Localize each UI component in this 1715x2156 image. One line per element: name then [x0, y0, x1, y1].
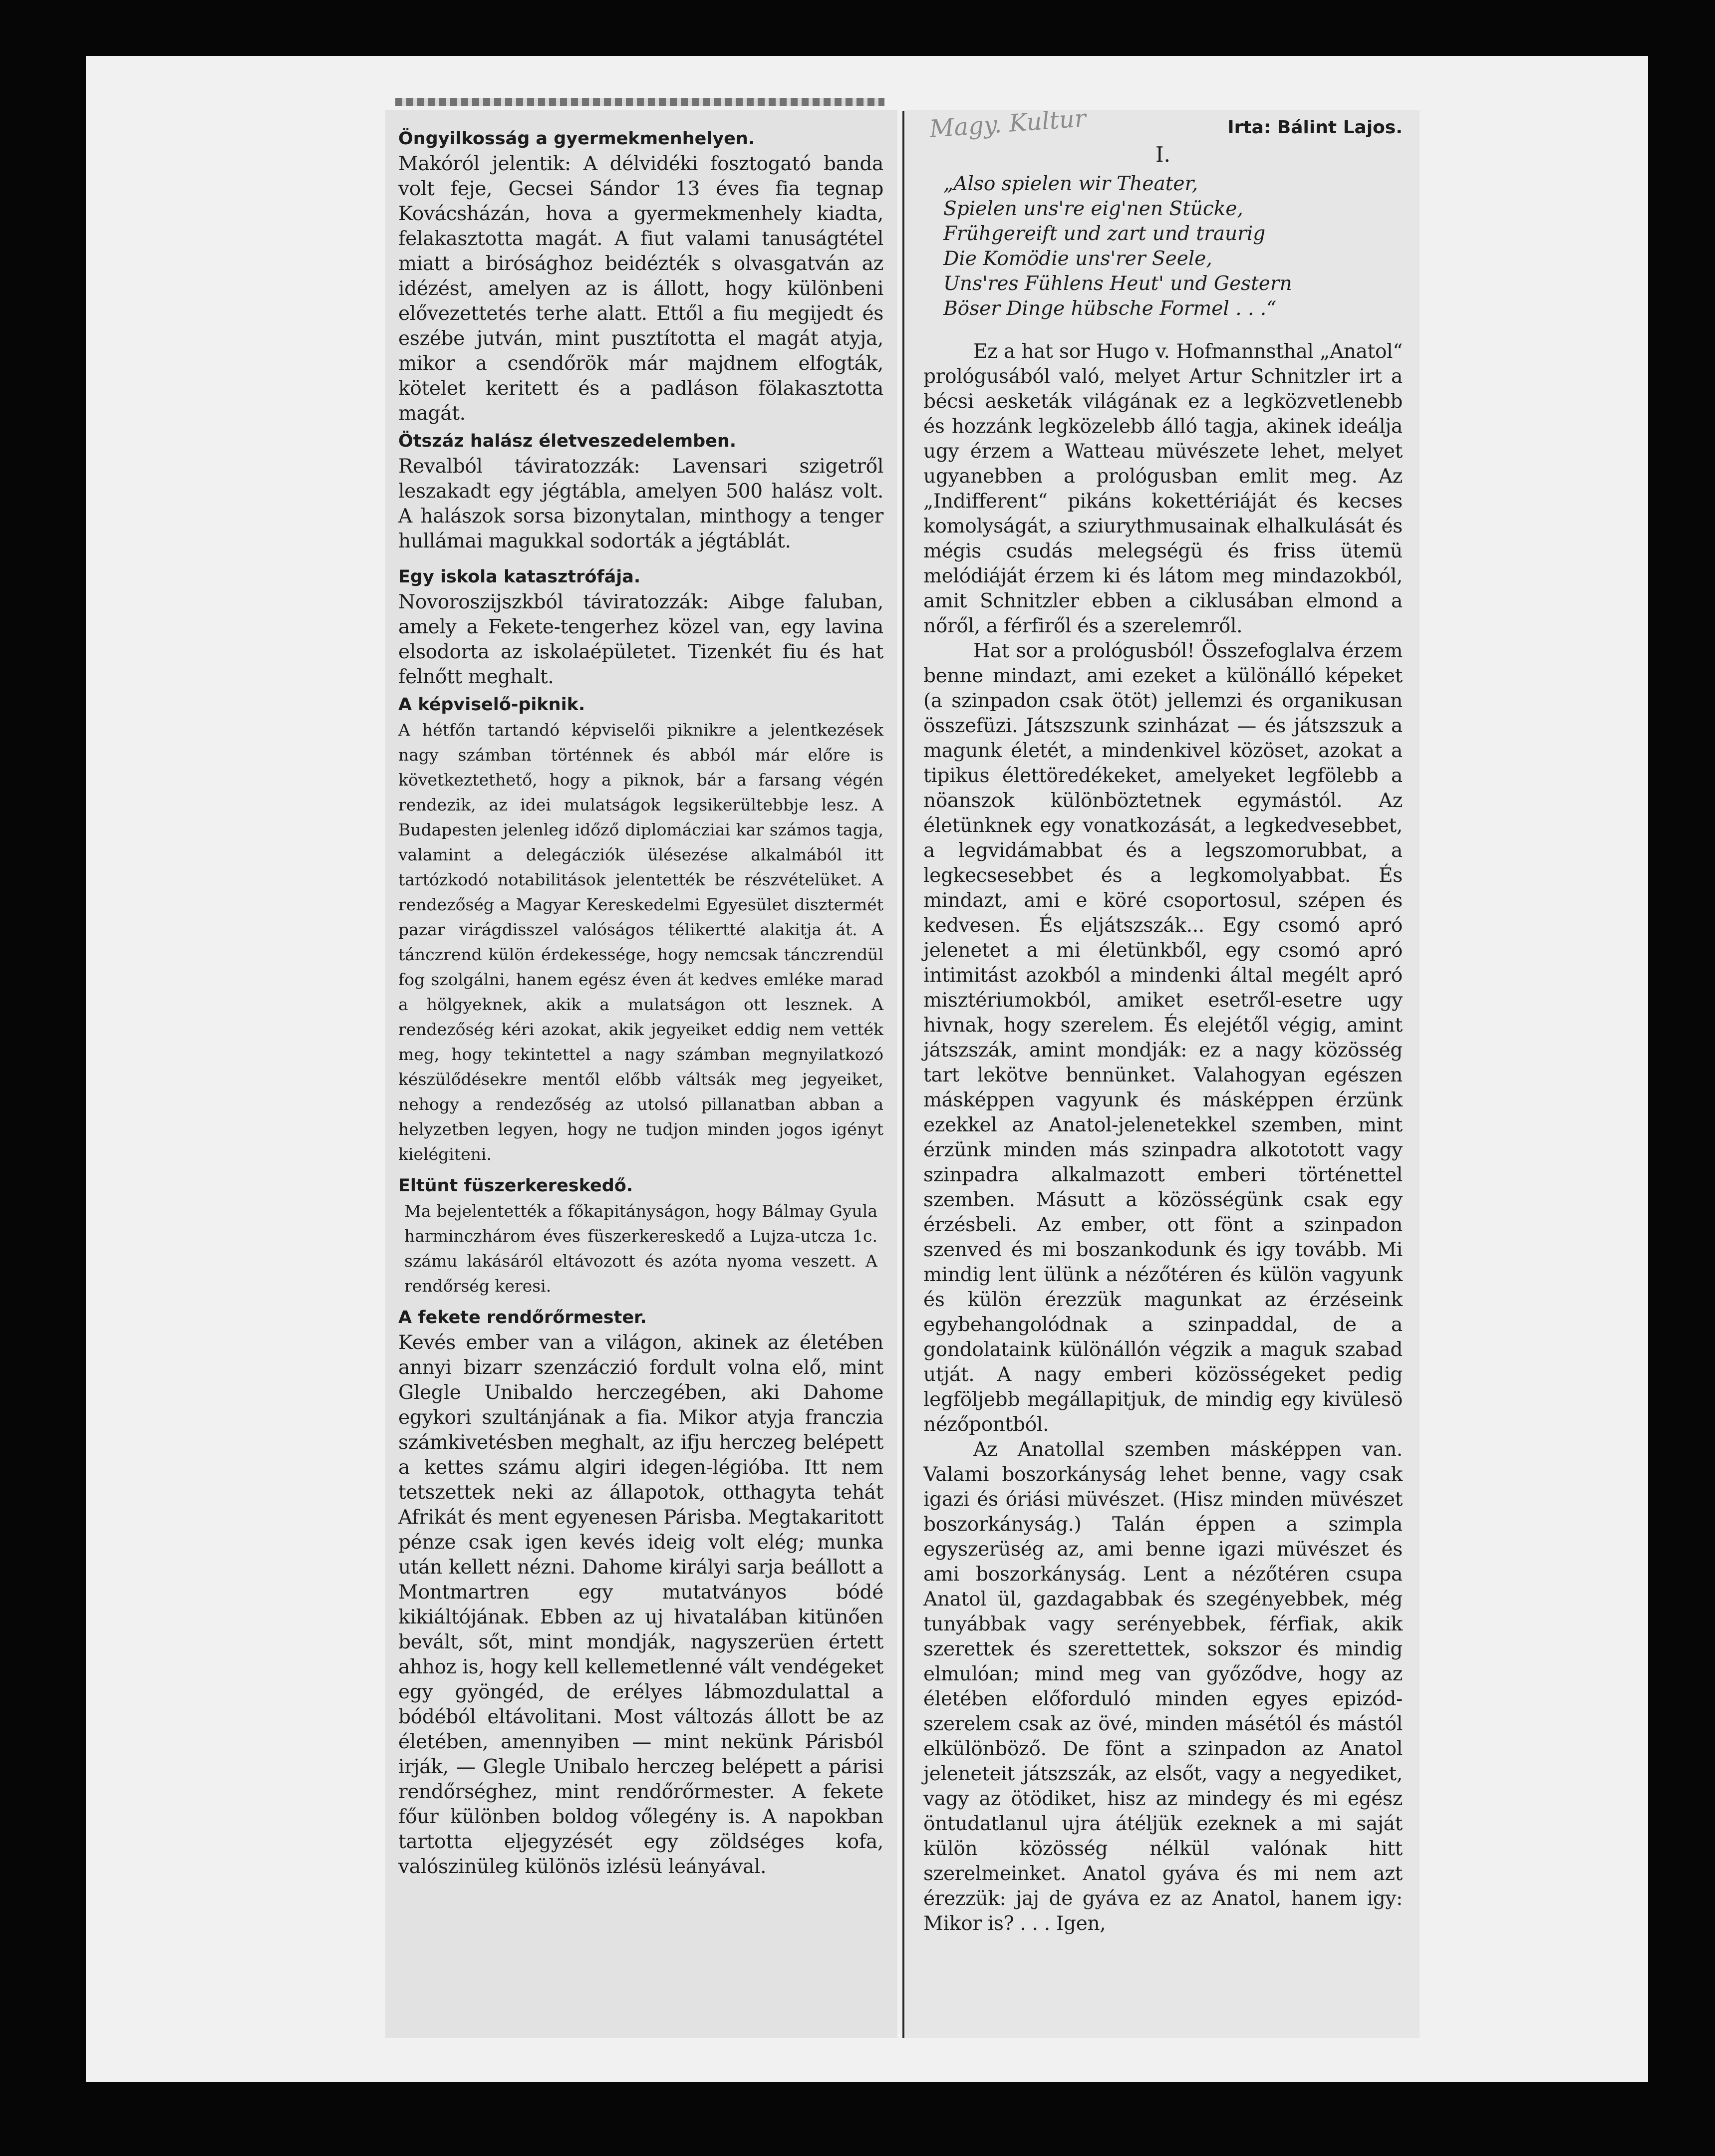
essay-paragraph: Ez a hat sor Hugo v. Hofmannsthal „Anatol“ prológusából való, melyet Artur Schnitzler irt a bécsi aesketák világának ez a legközvetlenebb és hozzánk legközelebb álló tagja, akinek ideálja ugy érzem a Watteau müvészete lehet, melyet ugyanebben a prológusban emlit meg. Az „Indifferent“ pikáns kokettériáját és kecses komolyságát, a sziurythmusainak elhalkulását és mégis csudás melegségü és friss ütemü melódiáját érzem ki és látom meg mindazokból, amit Schnitzler ebben a ciklusában elmond a nőről, a férfiről és a szerelemről. — [923, 340, 1403, 637]
article-body: Revalból táviratozzák: Lavensari szigetről leszakadt egy jégtábla, amelyen 500 halász volt. A halászok sorsa bizonytalan, minthogy a tenger hullámai magukkal sodorták a jégtáblát. — [398, 455, 883, 552]
article-body: Kevés ember van a világon, akinek az életében annyi bizarr szenzáczió fordult volna elő, mint Glegle Unibaldo herczegében, aki Dahome egykori szultánjának a fia. Mikor atyja franczia számkivetésben meghalt, az ifju herczeg belépett a kettes számu algiri idegen-légióba. Itt nem tetszettek neki az állapotok, otthagyta tehát Afrikát és ment egyenesen Párisba. Megtakaritott pénze csak igen kevés ideig volt elég; munka után kellett nézni. Dahome királyi sarja beállott a Montmartren egy mutatványos bódé kikiáltójának. Ebben az uj hivatalában kitünően bevált, sőt, mint mondják, nagyszerüen értett ahhoz is, hogy kell kellemetlenné vált vendégeket egy gyöngéd, de erélyes lábmozdulattal a bódéból eltávolitani. Most változás állott be az életében, amennyiben — mint nekünk Párisból irják, — Glegle Unibalo herczeg belépett a párisi rendőrséghez, mint rendőrőrmester. A fekete főur különben boldog vőlegény is. A napokban tartotta eljegyzését egy zöldséges kofa, valószinüleg különös izlésü leányával. — [398, 1332, 883, 1878]
poem-line: Böser Dinge hübsche Formel . . .“ — [943, 297, 1277, 320]
article-suicide — [398, 127, 883, 426]
article-headline: A fekete rendőrőrmester. — [398, 1308, 647, 1328]
article-body: Makóról jelentik: A délvidéki fosztogató banda volt feje, Gecsei Sándor 13 éves fia tegnap Kovácsházán, hova a gyermekmenhely kiadta, felakasztotta magát. A fiut valami tanuságtétel miatt a birósághoz beidézték s olvasgatván az idézést, amelyen az is állott, hogy különbeni elővezettetés terhe alatt. Ettől a fiu megijedt és eszébe jutván, mint pusztította el magát atyja, mikor a csendőrök már majdnem elfogták, kötelet keritett és a padláson fölakasztotta magát. — [398, 153, 883, 425]
byline: Irta: Bálint Lajos. — [1227, 117, 1403, 138]
column-divider — [902, 111, 904, 2038]
article-headline: Öngyilkosság a gyermekmenhelyen. — [398, 129, 755, 149]
scanned-page — [86, 56, 1648, 2082]
essay-paragraph: Az Anatollal szemben másképpen van. Valami boszorkányság lehet benne, vagy csak igazi és óriási müvészet. (Hisz minden müvészet boszorkányság.) Talán éppen a szimpla egyszerüség az, ami benne igazi müvészet és ami boszorkányság. Lent a nézőtéren csupa Anatol ül, gazdagabbak és szegényebbek, még tunyábbak vagy serényebbek, férfiak, akik szerettek és szerettettek, sokszor és mindig elmulóan; mind meg van győződve, hogy az életében előforduló minden egyes epizód-szerelem csak az övé, minden másétól és mástól elkülönböző. De fönt a szinpadon az Anatol jeleneteit játszszák, az elsőt, vagy a negyediket, vagy az ötödiket, hisz az mindegy és mi egész öntudatlanul ujra átéljük ezeknek a mi saját külön közösség nélkül valónak hitt szerelmeinket. Anatol gyáva és mi nem azt érezzük: jaj de gyáva ez az Anatol, hanem igy: Mikor is? . . . Igen, — [923, 1438, 1403, 1935]
poem-line: Frühgereift und zart und traurig — [943, 223, 1266, 245]
poem-line: Spielen uns're eig'nen Stücke, — [943, 198, 1243, 220]
poem-line: Die Komödie uns'rer Seele, — [943, 248, 1212, 270]
article-fishermen — [398, 429, 883, 554]
article-body: Novoroszijszkból táviratozzák: Aibge faluban, amely a Fekete-tengerhez közel van, egy lavina elsodorta az iskolaépületet. Tizenkét fiu és hat felnőtt meghalt. — [398, 591, 883, 688]
article-headline: A képviselő-piknik. — [398, 695, 585, 715]
torn-top-edge — [395, 98, 884, 106]
poem-quote — [943, 172, 1403, 321]
section-number: I. — [1155, 142, 1170, 167]
essay-paragraph: Hat sor a prológusból! Összefoglalva érzem benne mindazt, ami ezeket a különálló képeket (a szinpadon csak ötöt) jellemzi és organikusan összefüzi. Játszszunk szinházat — és játszszuk a magunk életét, a mindenkivel közöset, azokat a tipikus élettöredékeket, amelyeket legfölebb a nöanszok különböztetnek egymástól. Az életünknek egy vonatkozását, a legkedvesebbet, a legvidámabbat és a legszomorubbat, a legkecsesebbet és a legkomolyabbat. És mindazt, ami e köré csoportosul, szépen és kedvesen. És eljátszszák... Egy csomó apró jelenetet a mi életünkből, egy csomó apró intimitást azokból a mindenki által megélt apró misztériumokból, amiket esetről-esetre ugy hivnak, hogy szerelem. És elejétől végig, amint játszszák, amint mondják: ez a nagy közösség tart lekötve bennünket. Valahogyan egészen másképpen vagyunk és másképpen érzünk ezekkel az Anatol-jelenetekkel szemben, mint érzünk minden más szinpadra alkototott vagy szinpadra alkalmazott emberi történettel szemben. Másutt a közösségünk csak egy érzésbeli. Az ember, ott fönt a szinpadon szenved és mi boszankodunk és igy tovább. Mi mindig lent ülünk a nézőtéren és külön vagyunk és külön érezzük magunkat az érzéseink egybehangolódnak a szinpaddal, de a gondolataink különállón végzik a maguk szabad utját. A nagy emberi közösségeket pedig legföljebb megállapitjuk, de mindig egy kivülesö nézőpontból. — [923, 640, 1403, 1436]
article-body: A hétfőn tartandó képviselői piknikre a jelentkezések nagy számban történnek és abból már előre is következtethető, hogy a piknok, bár a farsang végén rendezik, az idei mulatságok legsikerültebbje lesz. A Budapesten jelenleg időző diplomácziai kar számos tagja, valamint a delegácziók ülésezése alkalmából itt tartózkodó notabilitások jelentették be részvételüket. A rendezőség a Magyar Kereskedelmi Egyesület disztermét pazar virágdisszel valóságos télikertté alakitja át. A tánczrend külön érdekessége, hogy nemcsak tánczrendül fog szolgálni, hanem egész éven át kedves emléke marad a hölgyeknek, akik a mulatságon ott lesznek. A rendezőség kéri azokat, akik jegyeiket eddig nem vették meg, hogy tekintettel a nagy számban megnyilatkozó készülődésekre mentől előbb váltsák meg jegyeiket, nehogy a rendezőség az utolsó pillanatban abban a helyzetben legyen, hogy ne tudjon minden jogos igényt kielégiteni. — [398, 720, 883, 1164]
article-black-sergeant — [398, 1306, 883, 1880]
poem-line: Uns'res Fühlens Heut' und Gestern — [943, 272, 1292, 295]
article-headline: Ötszáz halász életveszedelemben. — [398, 431, 737, 451]
poem-line: „Also spielen wir Theater, — [943, 173, 1198, 195]
article-body: Ma bejelentették a főkapitányságon, hogy Bálmay Gyula harminczhárom éves füszerkereskedő a Lujza-utcza 1c. számu lakásáról eltávozott és azóta nyoma veszett. A rendőrség keresi. — [404, 1201, 877, 1296]
article-picnic — [398, 693, 883, 1167]
article-missing-grocer — [398, 1174, 883, 1299]
left-clipping — [385, 110, 897, 2038]
article-headline: Egy iskola katasztrófája. — [398, 567, 641, 587]
handwritten-note: Magy. Kultur — [928, 104, 1087, 143]
right-clipping — [905, 110, 1420, 2038]
article-headline: Eltünt füszerkereskedő. — [398, 1176, 633, 1196]
article-school — [398, 565, 883, 690]
